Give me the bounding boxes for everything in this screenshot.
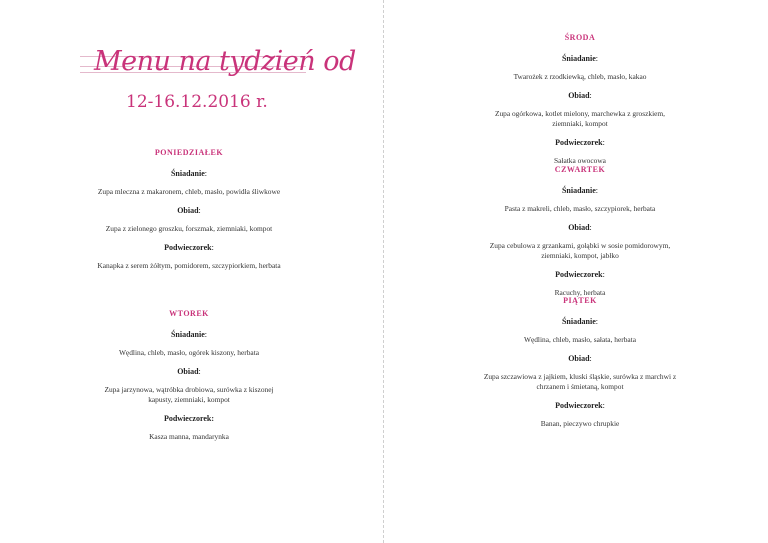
meal-text-breakfast: Wędlina, chleb, masło, sałata, herbata <box>523 335 637 344</box>
day-name: ŚRODA <box>564 33 596 42</box>
meal-text-snack: Racuchy, herbata <box>554 288 606 297</box>
meal-label-breakfast: Śniadanie: <box>170 169 208 178</box>
meal-text-lunch: Zupa z zielonego groszku, forszmak, ziemniaki, kompot <box>105 224 273 233</box>
meal-label-snack: Podwieczorek: <box>163 414 215 423</box>
meal-label-lunch: Obiad: <box>177 367 201 376</box>
menu-date-range: 12-16.12.2016 r. <box>126 92 268 112</box>
menu-title: Menu na tydzień od <box>94 46 356 77</box>
meal-text-lunch: Zupa ogórkowa, kotlet mielony, marchewka z groszkiem, ziemniaki, kompot <box>494 109 666 128</box>
meal-label-lunch: Obiad: <box>177 206 201 215</box>
meal-text-lunch: Zupa jarzynowa, wątróbka drobiowa, surówka z kiszonej kapusty, ziemniaki, kompot <box>104 385 274 404</box>
meal-text-breakfast: Zupa mleczna z makaronem, chleb, masło, powidła śliwkowe <box>97 187 281 196</box>
day-name: PONIEDZIAŁEK <box>154 148 224 157</box>
meal-text-breakfast: Wędlina, chleb, masło, ogórek kiszony, herbata <box>118 348 260 357</box>
day-friday <box>482 296 678 438</box>
meal-label-lunch: Obiad: <box>568 223 592 232</box>
meal-label-snack: Podwieczorek: <box>555 138 605 147</box>
meal-text-breakfast: Twarożek z rzodkiewką, chleb, masło, kakao <box>513 72 647 81</box>
meal-text-snack: Banan, pieczywo chrupkie <box>540 419 620 428</box>
meal-text-breakfast: Pasta z makreli, chleb, masło, szczypiorek, herbata <box>504 204 656 213</box>
day-tuesday <box>92 309 286 451</box>
meal-label-breakfast: Śniadanie: <box>170 330 208 339</box>
meal-label-snack: Podwieczorek: <box>555 401 605 410</box>
meal-text-snack: Sałatka owocowa <box>554 156 606 165</box>
meal-text-lunch: Zupa szczawiowa z jajkiem, kluski śląskie, surówka z marchwi z chrzanem i śmietaną, kompot <box>483 372 677 391</box>
meal-label-lunch: Obiad: <box>568 91 592 100</box>
day-thursday <box>482 165 678 307</box>
right-page <box>384 0 768 543</box>
meal-label-breakfast: Śniadanie: <box>561 54 599 63</box>
meal-label-snack: Podwieczorek: <box>164 243 214 252</box>
meal-label-breakfast: Śniadanie: <box>561 317 599 326</box>
meal-text-snack: Kasza manna, mandarynka <box>149 432 229 441</box>
menu-header <box>80 28 356 138</box>
meal-label-snack: Podwieczorek: <box>555 270 605 279</box>
day-wednesday <box>482 33 678 175</box>
meal-label-breakfast: Śniadanie: <box>561 186 599 195</box>
meal-text-snack: Kanapka z serem żółtym, pomidorem, szczypiorkiem, herbata <box>97 261 281 270</box>
day-monday <box>92 148 286 280</box>
day-name: CZWARTEK <box>554 165 606 174</box>
meal-text-lunch: Zupa cebulowa z grzankami, gołąbki w sosie pomidorowym, ziemniaki, kompot, jabłko <box>489 241 671 260</box>
meal-label-lunch: Obiad: <box>568 354 592 363</box>
day-name: PIĄTEK <box>563 296 597 305</box>
day-name: WTOREK <box>169 309 209 318</box>
